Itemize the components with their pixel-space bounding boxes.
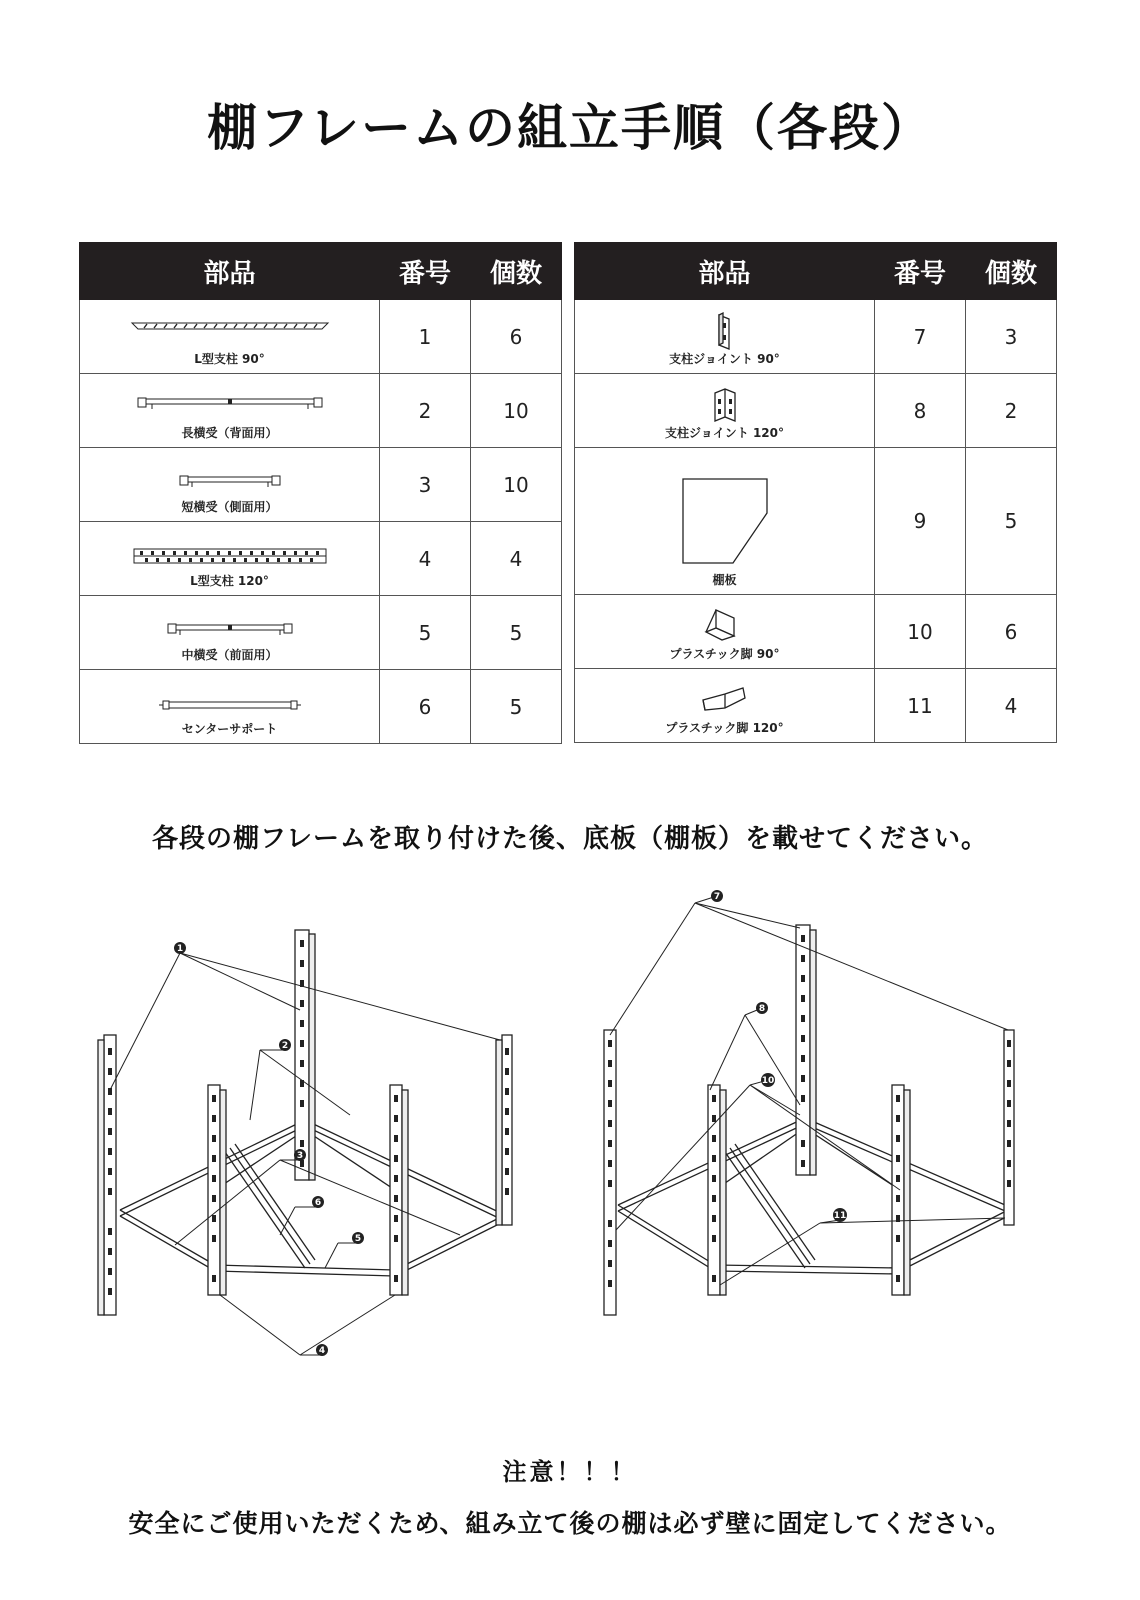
header-part: 部品: [575, 243, 875, 300]
callout-2: [279, 1039, 291, 1051]
table-header-row: [80, 243, 562, 300]
safety-warning: 安全にご使用いただくため、組み立て後の棚は必ず壁に固定してください。: [128, 1509, 1012, 1538]
svg-text:2: 2: [281, 1041, 289, 1051]
part-name: プラスチック脚 120°: [665, 721, 784, 735]
short-rail-icon: [170, 449, 290, 489]
caution-heading: 注意！！！: [502, 1457, 638, 1486]
part-quantity: 4: [966, 669, 1057, 743]
part-cell: [80, 596, 380, 670]
plastic-foot-120-icon: [695, 670, 755, 722]
table-row: [575, 669, 1057, 743]
part-number: 10: [875, 595, 966, 669]
instruction-text: 各段の棚フレームを取り付けた後、底板（棚板）を載せてください。: [152, 824, 988, 854]
svg-text:11: 11: [833, 1211, 847, 1221]
table-row: [80, 670, 562, 744]
page-title: 棚フレームの組立手順（各段）: [207, 98, 933, 157]
part-cell: [575, 374, 875, 448]
part-cell: [80, 448, 380, 522]
part-name: L型支柱 120°: [190, 574, 269, 588]
callout-8: [756, 1002, 768, 1014]
part-cell: [575, 595, 875, 669]
part-number: 5: [380, 596, 471, 670]
svg-text:4: 4: [318, 1346, 326, 1356]
table-row: [575, 374, 1057, 448]
header-number: 番号: [875, 243, 966, 300]
part-cell: [80, 522, 380, 596]
part-quantity: 6: [966, 595, 1057, 669]
part-name: 短横受（側面用）: [181, 500, 278, 514]
shelf-board-icon: [665, 475, 785, 575]
table-row: [80, 522, 562, 596]
part-name: 棚板: [712, 573, 737, 587]
part-number: 1: [380, 300, 471, 374]
part-name: 支柱ジョイント 90°: [669, 352, 780, 366]
callout-7: [711, 890, 723, 902]
joint-120-icon: [705, 375, 745, 427]
table-row: [80, 596, 562, 670]
table-row: [80, 300, 562, 374]
part-quantity: 4: [471, 522, 562, 596]
part-quantity: 5: [471, 596, 562, 670]
middle-rail-icon: [160, 597, 300, 637]
svg-text:10: 10: [761, 1076, 775, 1086]
plastic-foot-90-icon: [700, 596, 750, 648]
table-row: [575, 300, 1057, 374]
part-quantity: 6: [471, 300, 562, 374]
part-cell: [80, 374, 380, 448]
callout-3: [294, 1149, 306, 1161]
part-cell: [80, 670, 380, 744]
table-header-row: [575, 243, 1057, 300]
header-number: 番号: [380, 243, 471, 300]
part-name: 支柱ジョイント 120°: [665, 426, 784, 440]
svg-text:7: 7: [713, 892, 721, 902]
part-quantity: 3: [966, 300, 1057, 374]
part-number: 7: [875, 300, 966, 374]
part-name: プラスチック脚 90°: [669, 647, 780, 661]
svg-text:1: 1: [176, 944, 184, 954]
part-cell: [575, 448, 875, 595]
part-quantity: 10: [471, 448, 562, 522]
svg-text:3: 3: [296, 1151, 304, 1161]
part-number: 11: [875, 669, 966, 743]
callout-4: [316, 1344, 328, 1356]
part-name: センターサポート: [181, 722, 278, 736]
part-quantity: 10: [471, 374, 562, 448]
part-cell: [575, 669, 875, 743]
table-row: [80, 448, 562, 522]
l-post-120-icon: [130, 523, 330, 567]
table-row: [575, 595, 1057, 669]
part-number: 3: [380, 448, 471, 522]
part-number: 4: [380, 522, 471, 596]
header-part: 部品: [80, 243, 380, 300]
joint-90-icon: [705, 301, 745, 353]
part-number: 9: [875, 448, 966, 595]
part-name: L型支柱 90°: [194, 352, 265, 366]
part-quantity: 5: [966, 448, 1057, 595]
part-number: 8: [875, 374, 966, 448]
part-quantity: 2: [966, 374, 1057, 448]
part-cell: [575, 300, 875, 374]
callout-11: [833, 1208, 847, 1222]
assembly-diagram-left: [90, 890, 550, 1380]
table-row: [80, 374, 562, 448]
part-number: 6: [380, 670, 471, 744]
parts-table-left: [79, 242, 562, 744]
center-support-icon: [155, 671, 305, 715]
callout-1: [174, 942, 186, 954]
part-number: 2: [380, 374, 471, 448]
l-post-90-icon: [130, 301, 330, 331]
table-row: [575, 448, 1057, 595]
part-cell: [80, 300, 380, 374]
svg-text:5: 5: [354, 1234, 362, 1244]
part-name: 長横受（背面用）: [181, 426, 278, 440]
parts-table-right: [574, 242, 1057, 743]
svg-text:8: 8: [758, 1004, 766, 1014]
long-rail-icon: [130, 375, 330, 411]
callout-10: [761, 1073, 775, 1087]
header-quantity: 個数: [471, 243, 562, 300]
callout-5: [352, 1232, 364, 1244]
part-quantity: 5: [471, 670, 562, 744]
assembly-diagram-right: [600, 890, 1060, 1380]
svg-text:6: 6: [314, 1198, 322, 1208]
header-quantity: 個数: [966, 243, 1057, 300]
part-name: 中横受（前面用）: [181, 648, 278, 662]
callout-6: [312, 1196, 324, 1208]
